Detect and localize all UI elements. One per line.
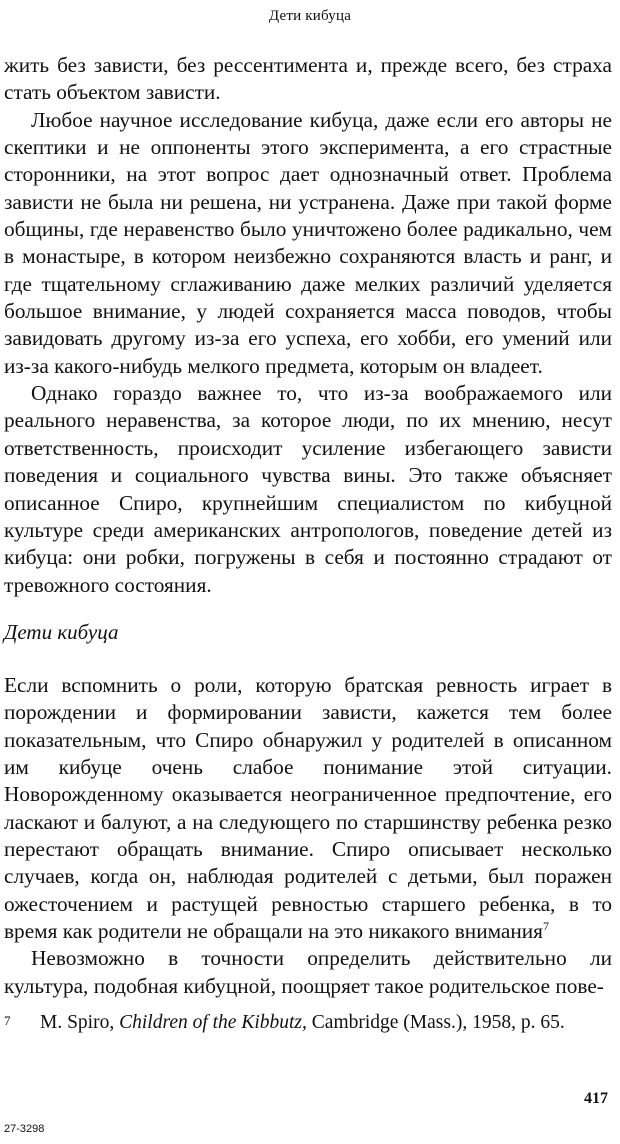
footnote-book-title: Children of the Kibbutz, <box>119 1012 307 1033</box>
section-subheading: Дети кибуца <box>4 620 119 644</box>
paragraph-sibling-jealousy-text: Если вспомнить о роли, которую братская ревность играет в порождении и формировании зависти, кажется тем более показательным, что Спиро обнаружил у родителей в описанном им кибуце очень слабое понимание этой ситуации. Новорожденному оказывается неограниченное предпочтение, его ласкают и балуют, а на следующего по старшинству ребенка резко перестают обращать внимание. Спиро описывает несколько случаев, когда он, наблюдая родителей с детьми, был поражен ожесточением и растущей ревностью старшего ребенка, в то время как родители не обращали на это никакого внимания <box>4 673 612 944</box>
paragraph-kibbutz-research: Любое научное исследование кибуца, даже если его авторы не скептики и не оппоненты этого эксперимента, а его страстные сторонники, на этот вопрос дает однозначный ответ. Проблема зависти не была ни решена, ни устранена. Даже при такой форме общины, где неравенство было уничтожено более радикально, чем в монастыре, в котором неизбежно сохраняются власть и ранг, и где тщательному сглаживанию даже мелких различий уделяется большое внимание, у людей сохраняется масса поводов, чтобы завидовать другому из-за его успеха, его хобби, его умений или из-за какого-нибудь мелкого предмета, которым он владеет. <box>4 107 612 378</box>
footnote <box>4 1010 612 1035</box>
footnote-text <box>40 1012 565 1033</box>
footnote-publication: Cambridge (Mass.), 1958, p. 65. <box>311 1012 565 1033</box>
printer-signature: 27-3298 <box>4 1123 45 1135</box>
running-head: Дети кибуца <box>268 8 352 24</box>
paragraph-sibling-jealousy <box>4 672 612 945</box>
paragraph-continuation: жить без зависти, без рессентимента и, прежде всего, без страха стать объектом зависти. <box>4 53 612 105</box>
paragraph-inequality: Однако гораздо важнее то, что из-за воображаемого или реального неравенства, за которое люди, по их мнению, несут ответственность, происходит усиление избегающего зависти поведения и социального чувства вины. Это также объясняет описанное Спиро, крупнейшим специалистом по кибуцной культуре среди американских антропологов, поведение детей из кибуца: они робки, погружены в себя и постоянно страдают от тревожного состояния. <box>4 381 612 597</box>
paragraph-parental-behavior: Невозможно в точности определить действительно ли культура, подобная кибуцной, поощряет такое родительское пове- <box>4 946 612 998</box>
footnote-number: 7 <box>4 1013 11 1028</box>
footnote-reference[interactable]: 7 <box>542 919 549 933</box>
footnote-author: M. Spiro, <box>40 1012 115 1033</box>
text-block-after-heading <box>4 672 612 1000</box>
text-block-before-heading <box>4 52 612 599</box>
page-number: 417 <box>584 1090 608 1107</box>
